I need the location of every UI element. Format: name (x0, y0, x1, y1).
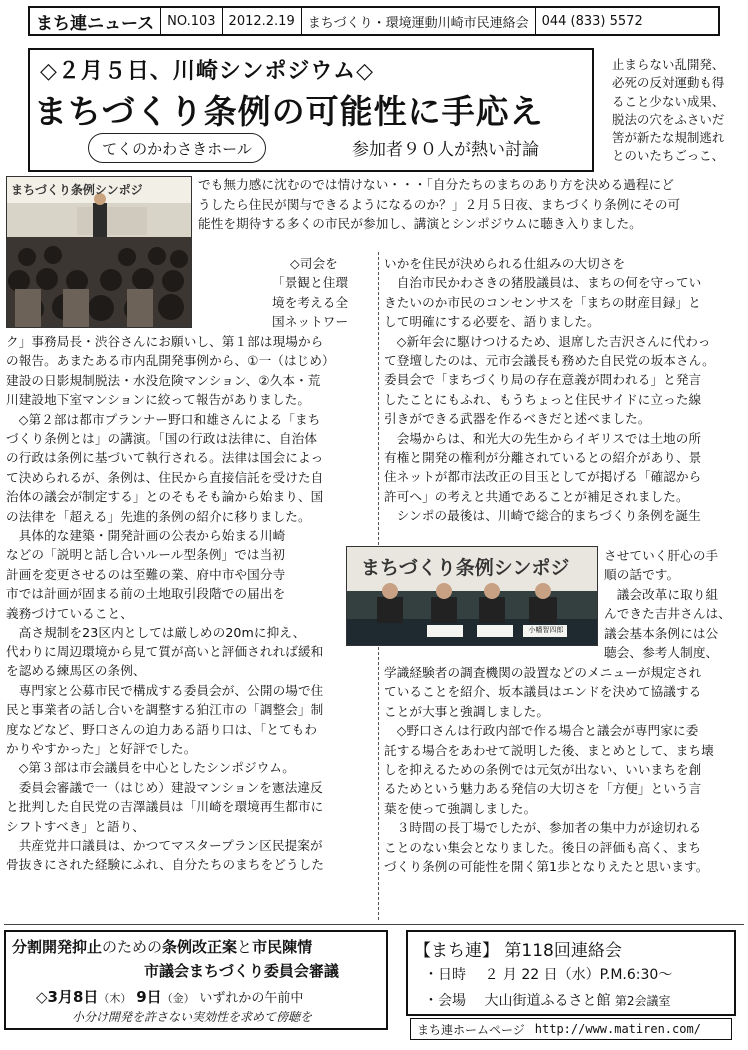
text-line: 骨抜きにされた経験にふれ、自分たちのまちをどうした (6, 857, 325, 873)
text-line: したことにもふれ、もうちょっと住民サイドに立った線 (384, 391, 702, 407)
text-line: シンポの最後は、川崎で総合的まちづくり条例を誕生 (384, 508, 701, 524)
text-line: の法律を「超える」先進的条例の紹介に移りました。 (6, 508, 311, 524)
intro-line: 能性を期待する多くの市民が参加し、講演とシンポジウムに聴き入りました。 (198, 216, 642, 232)
notice-date-part: （金） (161, 992, 195, 1005)
section-rule (4, 924, 744, 925)
headline-subtitle: ◇２月５日、川崎シンポジウム◇ (40, 59, 375, 84)
right-column-top (384, 254, 744, 526)
text-line: させていく肝心の手 (604, 548, 719, 563)
right-column-bottom (384, 663, 744, 876)
lecture-hall-illustration (7, 177, 192, 328)
panel-discussion-photo (346, 546, 598, 646)
text-line: 度などなど、野口さんの迫力ある語り口は、「とてもわ (6, 721, 318, 737)
notice-dates (36, 986, 303, 1007)
sidebar-line: ること少ない成果、 (612, 93, 725, 109)
venue-badge: てくのかわさきホール (88, 133, 266, 163)
text-line: 建設の日影規制脱法・水没危険マンション、②久本・荒 (6, 372, 321, 388)
left-column-bottom (6, 642, 378, 875)
text-line: づくり条例とは」の講演。「国の行政は法律に、自治体 (6, 431, 318, 447)
lecture-hall-photo (6, 176, 192, 328)
text-line: 委員会審議で一（はじめ）建設マンションを憲法違反 (6, 779, 323, 795)
text-line: の行政は条例に基づいて執行される。法律は国会によっ (6, 450, 324, 466)
text-line: 葉を使って強調しました。 (384, 800, 537, 816)
text-line: などの「説明と話し合いルール型条例」では当初 (6, 547, 286, 563)
sidebar-lead (612, 56, 744, 166)
meeting-place-row (424, 990, 671, 1010)
intro-line: うしたら住民が関与できるようになるのか？」２月５日夜、まちづくり条例にその可 (198, 196, 681, 212)
text-line: シフトすべき」と語り、 (6, 818, 146, 834)
text-line: 治体の議会が制定する」とのそもそも論から始まり、国 (6, 489, 324, 505)
text-line: 自治市民かわさきの猪股議員は、まちの何を守ってい (384, 275, 702, 291)
text-line: 川建設地下室マンションに絞って報告がありました。 (6, 392, 311, 408)
notice-headline-part: 市民陳情 (252, 938, 313, 956)
text-line: しを抑えるための条例では元気が出ない、いいまちを創 (384, 762, 702, 778)
text-line: 義務づけていること、 (6, 605, 133, 621)
notice-committee: 市議会まちづくり委員会審議 (144, 962, 339, 980)
text-line: を認める練馬区の条例、 (6, 663, 146, 679)
text-line: 委員会で「まちづくり局の存在意義が問われる」と発言 (384, 372, 702, 388)
notice-date-part: いずれかの午前中 (199, 991, 304, 1006)
text-line: ク」事務局長・渋谷さんにお願いし、第１部は現場から (6, 334, 324, 349)
text-line: いかを住民が決められる仕組みの大切さを (384, 256, 626, 271)
text-line: 民と事業者の話し合いを調整する狛江市の「調整会」制 (6, 702, 324, 718)
text-line: ◇第２部は都市プランナー野口和雄さんによる「まち (6, 411, 321, 427)
text-line: ことが大事と強調しました。 (384, 703, 550, 719)
text-line: るためという魅力ある発信の大切さを「方便」という言 (384, 781, 702, 797)
text-line: ◇第３部は市会議員を中心としたシンポジウム。 (6, 760, 295, 776)
organization-name: まちづくり・環境運動川崎市民連絡会 (302, 8, 536, 34)
notice-headline (12, 936, 312, 957)
text-line: ３時間の長丁場でしたが、参加者の集中力が途切れる (384, 820, 702, 836)
text-line: して明確にする必要を、語りました。 (384, 314, 600, 330)
next-meeting-box (406, 930, 736, 1016)
text-line: きたいのか市民のコンセンサスを「まちの財産目録」と (384, 294, 701, 310)
text-line: かりやすかった」と好評でした。 (6, 741, 197, 757)
right-column-mid (604, 546, 744, 662)
sidebar-line: とのいたちごっこ、 (612, 148, 725, 164)
notice-slogan: 小分け開発を許さない実効性を求めて傍聴を (72, 1010, 313, 1024)
left-column-body (6, 332, 378, 526)
text-line: 具体的な建築・開発計画の公表から始まる川崎 (6, 528, 286, 543)
homepage-link[interactable]: http://www.matiren.com/ (534, 1022, 701, 1036)
masthead (28, 6, 720, 36)
notice-headline-part: と (237, 938, 253, 956)
panel-nameplate: 小幡智四郎 (528, 626, 564, 634)
text-line: ていることを紹介、坂本議員はエンドを決めて協議する (384, 684, 702, 700)
text-line: 代わりに周辺環境から見て質が高いと評価されれば緩和 (6, 644, 324, 659)
text-line: て決められるが、条例は、住民から直接信託を受けた自 (6, 469, 324, 485)
text-line: 託する場合をあわせて説明した後、まとめとして、まち壊 (384, 742, 714, 758)
article-intro (198, 175, 744, 234)
sidebar-line: 止まらない乱開発、 (612, 57, 725, 72)
notice-date-part: ◇3月8日 (36, 988, 99, 1006)
homepage-label: まち連ホームページ (417, 1022, 525, 1037)
text-line: 議会改革に取り組 (604, 586, 719, 602)
homepage-box (410, 1018, 732, 1040)
meeting-place-label: ・会場 (424, 993, 466, 1009)
text-line: 有権と開発の権利が分離されているとの紹介があり、景 (384, 450, 702, 466)
participants-caption: 参加者９０人が熱い討論 (352, 140, 539, 160)
headline-title: まちづくり条例の可能性に手応え (34, 92, 544, 131)
notice-date-part: 9日 (136, 988, 162, 1006)
text-line: 議会基本条例には公 (604, 625, 719, 641)
photo-banner-text: まちづくり条例シンポジ (11, 183, 143, 197)
text-line: 住ネットが都市法改正の目玉としてが掲げる「確認から (384, 469, 702, 485)
intro-line: でも無力感に沈むのでは情けない・・・「自分たちのまちのあり方を決める過程にど (198, 177, 675, 192)
text-line: ◇司会を (290, 256, 338, 271)
text-line: 「景観と住環 (272, 275, 349, 291)
meeting-date-value: ２ 月 22 日（水）P.M.6:30〜 (484, 967, 673, 983)
issue-date: 2012.2.19 (223, 8, 302, 34)
text-line: 境を考える全 (272, 294, 349, 310)
text-line: 会場からは、和光大の先生からイギリスでは土地の所 (384, 430, 702, 446)
text-line: づくり条例の可能性を開く第1歩となりえたと思います。 (384, 859, 709, 875)
text-line: 順の話です。 (604, 567, 680, 583)
meeting-place-value: 大山街道ふるさと館 (484, 993, 611, 1009)
text-line: て登壇したのは、元市会議長も務めた自民党の坂本さん。 (384, 353, 715, 369)
text-line: 専門家と公募市民で構成する委員会が、公開の場で住 (6, 682, 324, 698)
notice-headline-part: 分割開発抑止 (12, 938, 103, 956)
left-column-top (272, 254, 376, 332)
meeting-title: 【まち連】 第118回連絡会 (414, 941, 622, 961)
text-line: 引きができる武器を作るべきだと述べました。 (384, 411, 651, 427)
text-line: ◇新年会に駆けつけるため、退席した吉沢さんに代わっ (384, 333, 711, 349)
left-column-mid (6, 526, 346, 642)
phone-number: 044 (833) 5572 (541, 13, 643, 29)
issue-number: NO.103 (161, 8, 222, 34)
photo-banner-text: まちづくり条例シンポジ (361, 557, 570, 579)
sidebar-line: 筈が新たな規制逃れ (612, 130, 725, 146)
text-line: の報告。あまたある市内乱開発事例から、①一（はじめ） (6, 353, 335, 369)
sidebar-line: 必死の反対運動も得 (612, 75, 725, 91)
notice-headline-part: 条例改正案 (162, 938, 238, 956)
text-line: 高さ規制を23区内としては厳しめの20mに抑え、 (6, 625, 306, 641)
text-line: と批判した自民党の吉澤議員は「川崎を環境再生都市に (6, 799, 324, 815)
text-line: 国ネットワー (272, 314, 349, 330)
sidebar-line: 脱法の穴をふさいだ (612, 111, 725, 127)
text-line: 計画を変更させるのは至難の業、府中市や国分寺 (6, 566, 286, 582)
text-line: 学識経験者の調査機関の設置などのメニューが規定され (384, 665, 702, 680)
meeting-date-label: ・日時 (424, 967, 466, 983)
text-line: ことのない集会となりました。後日の評価も高く、まち (384, 839, 702, 855)
notice-headline-part: のための (102, 938, 163, 956)
text-line: 聴会、参考人制度、 (604, 645, 719, 661)
meeting-place-room: 第2会議室 (614, 994, 671, 1008)
notice-date-part: （木） (98, 992, 132, 1005)
text-line: 共産党井口議員は、かつてマスタープラン区民提案が (6, 838, 323, 854)
hearing-notice-box (4, 930, 388, 1030)
text-line: んできた吉井さんは、 (604, 606, 731, 622)
meeting-date-row (424, 964, 672, 984)
text-line: 許可へ」の考えと共通であることが補足されました。 (384, 488, 689, 504)
newsletter-name: まち連ニュース (30, 8, 161, 34)
text-line: 市では計画が固まる前の土地取引段階での届出を (6, 586, 286, 602)
text-line: ◇野口さんは行政内部で作る場合と議会が専門家に委 (384, 723, 699, 739)
